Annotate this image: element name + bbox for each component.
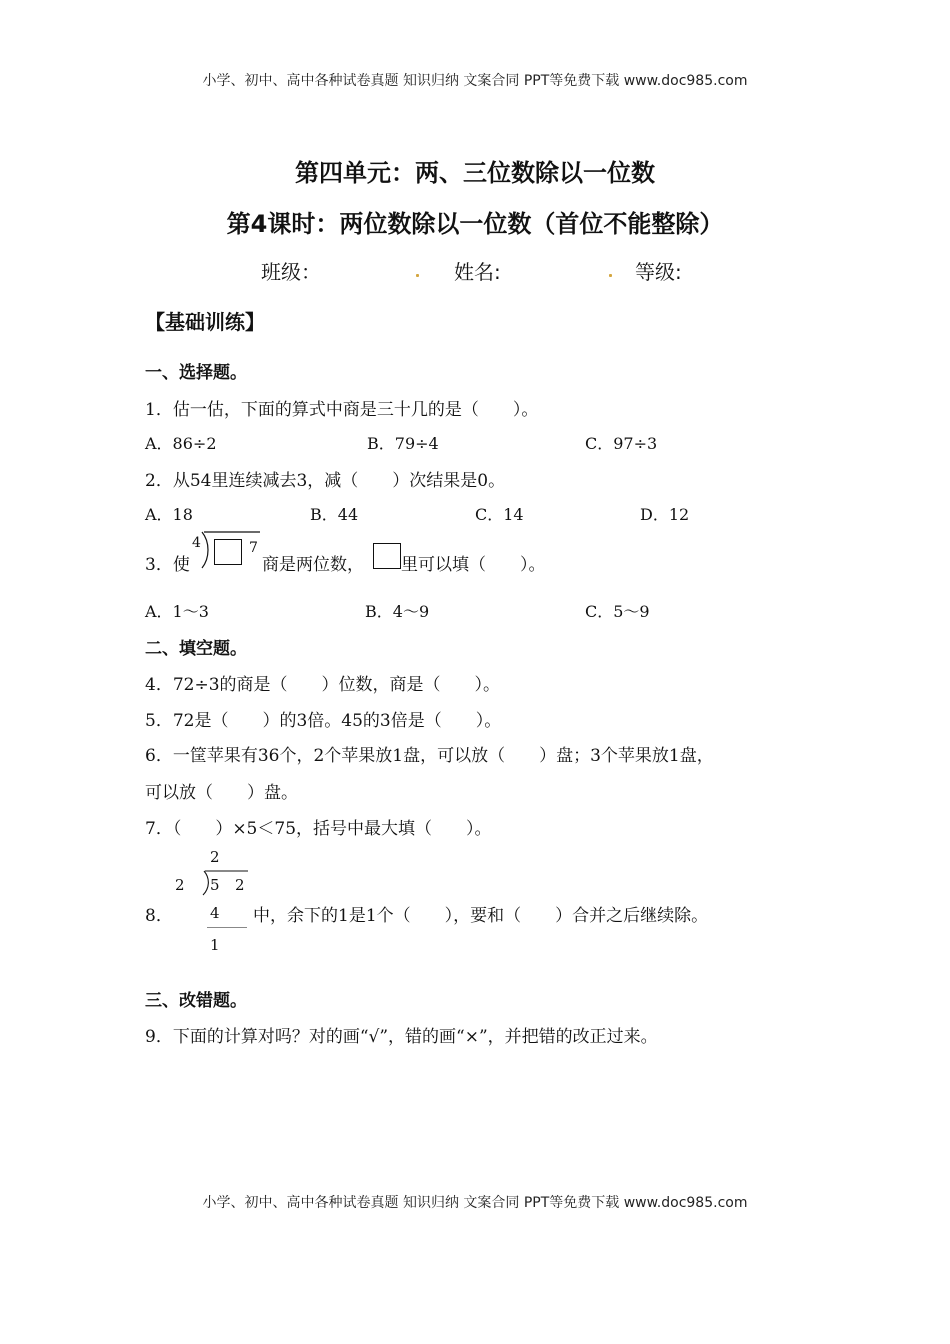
q3-divisor: 4 bbox=[192, 535, 201, 551]
q8-subtraction-line bbox=[207, 927, 247, 928]
question-2: 2．从54里连续减去3，减（ ）次结果是0。 bbox=[145, 471, 506, 491]
question-6-line-1: 6．一筐苹果有36个，2个苹果放1盘，可以放（ ）盘；3个苹果放1盘， bbox=[145, 746, 714, 766]
q8-number: 8． bbox=[145, 906, 173, 926]
q3-prefix: 3．使 bbox=[145, 555, 190, 575]
q2-option-a: A．18 bbox=[145, 505, 193, 524]
page-footer: 小学、初中、高中各种试卷真题 知识归纳 文案合同 PPT等免费下载 www.doc985.com bbox=[202, 1195, 748, 1211]
q3-blank-box bbox=[214, 539, 242, 565]
q3-blank-box-2 bbox=[373, 543, 401, 569]
q8-dividend-b: 2 bbox=[235, 876, 245, 894]
section-choice: 一、选择题。 bbox=[145, 363, 247, 383]
q3-option-b: B．4～9 bbox=[365, 602, 430, 621]
q8-text: 中，余下的1是1个（ ），要和（ ）合并之后继续除。 bbox=[253, 906, 709, 926]
q8-remainder: 1 bbox=[210, 936, 220, 954]
name-blank-mark bbox=[609, 274, 612, 277]
q8-product: 4 bbox=[210, 904, 220, 922]
q1-option-c: C．97÷3 bbox=[585, 434, 658, 453]
class-blank-mark bbox=[416, 274, 419, 277]
question-6-line-2: 可以放（ ）盘。 bbox=[145, 783, 298, 803]
q2-option-b: B．44 bbox=[310, 505, 359, 524]
q8-dividend-a: 5 bbox=[210, 876, 220, 894]
question-9: 9．下面的计算对吗？对的画“√”，错的画“×”，并把错的改正过来。 bbox=[145, 1027, 658, 1047]
q3-middle: 商是两位数， bbox=[262, 555, 364, 575]
question-7: 7．（ ）×5＜75，括号中最大填（ ）。 bbox=[145, 819, 492, 839]
q8-divisor: 2 bbox=[175, 876, 185, 894]
page-header: 小学、初中、高中各种试卷真题 知识归纳 文案合同 PPT等免费下载 www.doc985.com bbox=[202, 73, 748, 89]
unit-title: 第四单元：两、三位数除以一位数 bbox=[295, 159, 655, 187]
class-label: 班级： bbox=[261, 260, 321, 284]
q1-option-b: B．79÷4 bbox=[367, 434, 439, 453]
section-correct: 三、改错题。 bbox=[145, 991, 247, 1011]
question-4: 4．72÷3的商是（ ）位数，商是（ ）。 bbox=[145, 675, 501, 695]
q3-suffix: 里可以填（ ）。 bbox=[401, 555, 546, 575]
q1-option-a: A．86÷2 bbox=[145, 434, 217, 453]
basic-training-title: 【基础训练】 bbox=[145, 310, 265, 334]
q3-option-a: A．1～3 bbox=[145, 602, 209, 621]
name-label: 姓名: bbox=[454, 260, 501, 284]
q3-dividend-tail: 7 bbox=[249, 540, 258, 556]
question-5: 5．72是（ ）的3倍。45的3倍是（ ）。 bbox=[145, 711, 502, 731]
q2-option-d: D．12 bbox=[640, 505, 690, 524]
q3-option-c: C．5～9 bbox=[585, 602, 650, 621]
lesson-title: 第4课时：两位数除以一位数（首位不能整除） bbox=[226, 210, 724, 238]
q8-quotient: 2 bbox=[210, 848, 220, 866]
grade-label: 等级: bbox=[635, 260, 682, 284]
question-1: 1．估一估，下面的算式中商是三十几的是（ ）。 bbox=[145, 400, 539, 420]
section-fill: 二、填空题。 bbox=[145, 639, 247, 659]
q2-option-c: C．14 bbox=[475, 505, 524, 524]
